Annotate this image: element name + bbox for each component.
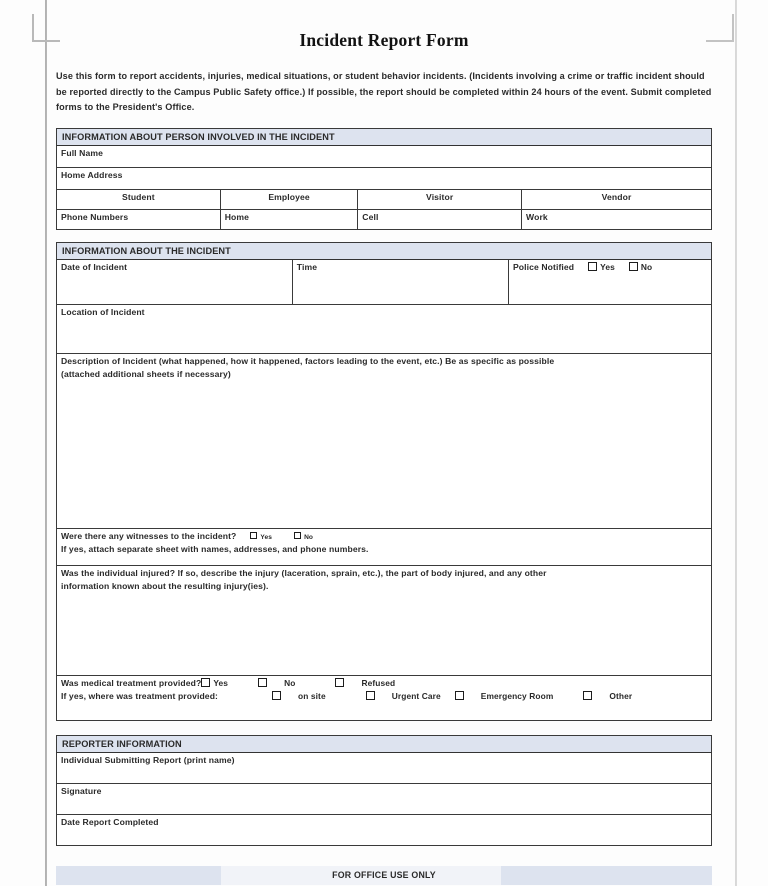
description-of-incident-field[interactable] (57, 353, 712, 528)
medical-where-other-option[interactable] (583, 691, 632, 701)
person-type-visitor[interactable]: Visitor (358, 189, 522, 209)
injury-label-line2: information known about the resulting injury(ies). (61, 580, 269, 591)
checkbox-icon[interactable] (258, 678, 267, 687)
medical-where-onsite-label: on site (298, 690, 326, 701)
medical-where-label: If yes, where was treatment provided: (61, 690, 219, 701)
page-title: Incident Report Form (299, 30, 469, 50)
medical-refused-label: Refused (361, 677, 396, 688)
phone-numbers-label: Phone Numbers (57, 209, 221, 229)
medical-where-onsite-option[interactable] (272, 691, 326, 701)
date-of-incident-field[interactable]: Date of Incident (57, 259, 293, 304)
medical-refused-option[interactable] (335, 678, 395, 688)
date-time-police-row (57, 259, 712, 304)
medical-no-option[interactable] (258, 678, 295, 688)
description-label-line1: Description of Incident (what happened, how it happened, factors leading to the event, etc.) Be as specific as possible (61, 355, 555, 366)
witness-yes-label: Yes (260, 533, 273, 541)
witness-note: If yes, attach separate sheet with names, addresses, and phone numbers. (61, 543, 369, 554)
checkbox-icon[interactable] (366, 691, 375, 700)
incident-section-header: INFORMATION ABOUT THE INCIDENT (57, 242, 712, 259)
full-name-field[interactable]: Full Name (57, 145, 712, 167)
witness-yes-option[interactable] (250, 531, 272, 541)
witness-row (57, 528, 712, 565)
person-section-header: INFORMATION ABOUT PERSON INVOLVED IN THE INCIDENT (57, 128, 712, 145)
checkbox-icon[interactable] (588, 262, 597, 271)
form-content (56, 0, 712, 885)
medical-where-line (61, 691, 707, 701)
checkbox-icon[interactable] (250, 532, 257, 539)
office-use-bar-wrap (56, 866, 712, 885)
medical-where-emergencyroom-label: Emergency Room (480, 690, 554, 701)
description-row (57, 353, 712, 528)
witness-question-cell (57, 528, 712, 565)
signature-row (57, 783, 712, 814)
checkbox-icon[interactable] (201, 678, 210, 687)
time-of-incident-field[interactable]: Time (292, 259, 508, 304)
reporter-section-header: REPORTER INFORMATION (57, 735, 712, 752)
injury-label-line1: Was the individual injured? If so, describe the injury (laceration, sprain, etc.), the part of body injured, and any other (61, 567, 547, 578)
full-name-row (57, 145, 712, 167)
date-report-completed-field[interactable]: Date Report Completed (57, 814, 712, 845)
location-of-incident-field[interactable]: Location of Incident (57, 304, 712, 353)
office-use-header: FOR OFFICE USE ONLY (332, 869, 436, 880)
individual-submitting-row (57, 752, 712, 783)
incident-section-header-row (57, 242, 712, 259)
injury-description-field[interactable] (57, 565, 712, 675)
medical-yes-option[interactable] (201, 678, 228, 688)
phone-numbers-row (57, 209, 712, 229)
police-notified-no-option[interactable] (629, 262, 652, 272)
signature-field[interactable]: Signature (57, 783, 712, 814)
medical-where-urgentcare-option[interactable] (366, 691, 441, 701)
medical-where-urgentcare-label: Urgent Care (391, 690, 441, 701)
intro-paragraph: Use this form to report accidents, injuries, medical situations, or student behavior incidents. (Incidents involving a crime or traffic incident should be reported directly to the Campus Public Safety office.) If possible, the report should be completed within 24 hours of the event. Submit completed forms to the President's Office. (56, 71, 712, 113)
medical-where-other-label: Other (609, 690, 633, 701)
page-edge-right (735, 0, 737, 886)
description-label-line2: (attached additional sheets if necessary) (61, 368, 231, 379)
reporter-info-table (56, 735, 712, 846)
home-address-row (57, 167, 712, 189)
witness-question-line (61, 531, 707, 541)
witness-no-option[interactable] (294, 531, 313, 541)
person-type-employee[interactable]: Employee (220, 189, 358, 209)
checkbox-icon[interactable] (294, 532, 301, 539)
police-notified-yes-option[interactable] (588, 262, 615, 272)
person-info-table (56, 128, 712, 230)
witness-no-label: No (304, 533, 314, 541)
checkbox-icon[interactable] (272, 691, 281, 700)
medical-no-label: No (284, 677, 296, 688)
medical-question-line (61, 678, 707, 688)
incident-info-table (56, 242, 712, 721)
date-report-completed-row (57, 814, 712, 845)
phone-work-field[interactable]: Work (522, 209, 712, 229)
person-type-row (57, 189, 712, 209)
reporter-section-header-row (57, 735, 712, 752)
medical-treatment-cell (57, 675, 712, 720)
person-section-header-row (57, 128, 712, 145)
medical-question-label: Was medical treatment provided? (61, 677, 202, 688)
individual-submitting-field[interactable]: Individual Submitting Report (print name) (57, 752, 712, 783)
home-address-field[interactable]: Home Address (57, 167, 712, 189)
person-type-student[interactable]: Student (57, 189, 221, 209)
medical-where-emergencyroom-option[interactable] (455, 691, 554, 701)
phone-home-field[interactable]: Home (220, 209, 358, 229)
person-type-vendor[interactable]: Vendor (522, 189, 712, 209)
witness-question-label: Were there any witnesses to the incident? (61, 530, 237, 541)
office-use-bar (56, 866, 712, 885)
phone-cell-field[interactable]: Cell (358, 209, 522, 229)
checkbox-icon[interactable] (583, 691, 592, 700)
location-row (57, 304, 712, 353)
checkbox-icon[interactable] (455, 691, 464, 700)
page-edge-left (45, 0, 47, 886)
injury-row (57, 565, 712, 675)
police-notified-no-label: No (640, 261, 653, 272)
police-notified-yes-label: Yes (600, 261, 615, 272)
police-notified-cell (508, 259, 711, 304)
medical-yes-label: Yes (213, 677, 229, 688)
police-notified-label: Police Notified (512, 261, 575, 272)
checkbox-icon[interactable] (335, 678, 344, 687)
checkbox-icon[interactable] (629, 262, 638, 271)
medical-treatment-row (57, 675, 712, 720)
